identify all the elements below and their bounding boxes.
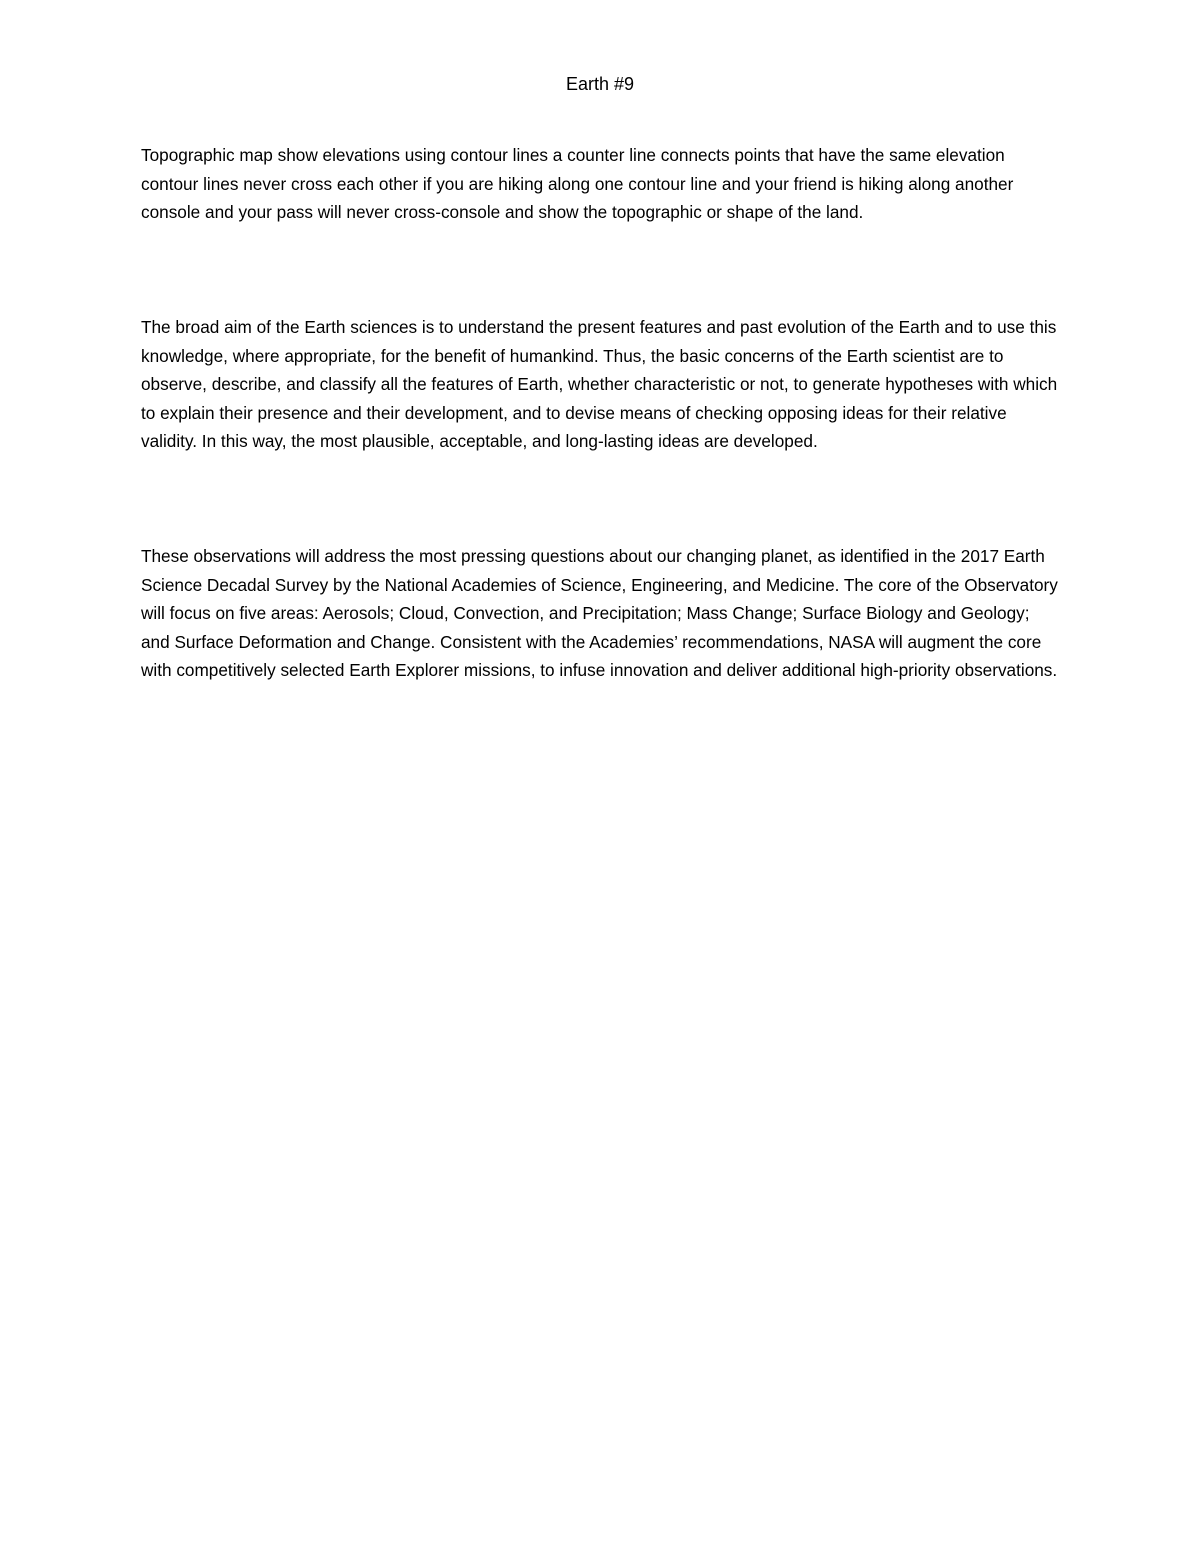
paragraph-observatory: These observations will address the most pressing questions about our changing planet, as identified in the 2017 Earth Science Decadal Survey by the National Academies of Science, Engineering, and Medicine. The core of the Observatory will focus on five areas: Aerosols; Cloud, Convection, and Precipitation; Mass Change; Surface Biology and Geology; and Surface Deformation and Change. Consistent with the Academies’ recommendations, NASA will augment the core with competitively selected Earth Explorer missions, to infuse innovation and deliver additional high-priority observations. (141, 546, 1058, 681)
document-title: Earth #9 (565, 74, 635, 94)
paragraph-topographic-maps: Topographic map show elevations using contour lines a counter line connects points that have the same elevation contour lines never cross each other if you are hiking along one contour line and your friend is hiking along another console and your pass will never cross-console and show the topographic or shape of the land. (141, 145, 1014, 223)
paragraph-earth-sciences-aim: The broad aim of the Earth sciences is to understand the present features and past evolution of the Earth and to use this knowledge, where appropriate, for the benefit of humankind. Thus, the basic concerns of the Earth scientist are to observe, describe, and classify all the features of Earth, whether characteristic or not, to generate hypotheses with which to explain their presence and their development, and to devise means of checking opposing ideas for their relative validity. In this way, the most plausible, acceptable, and long-lasting ideas are developed. (141, 317, 1058, 452)
